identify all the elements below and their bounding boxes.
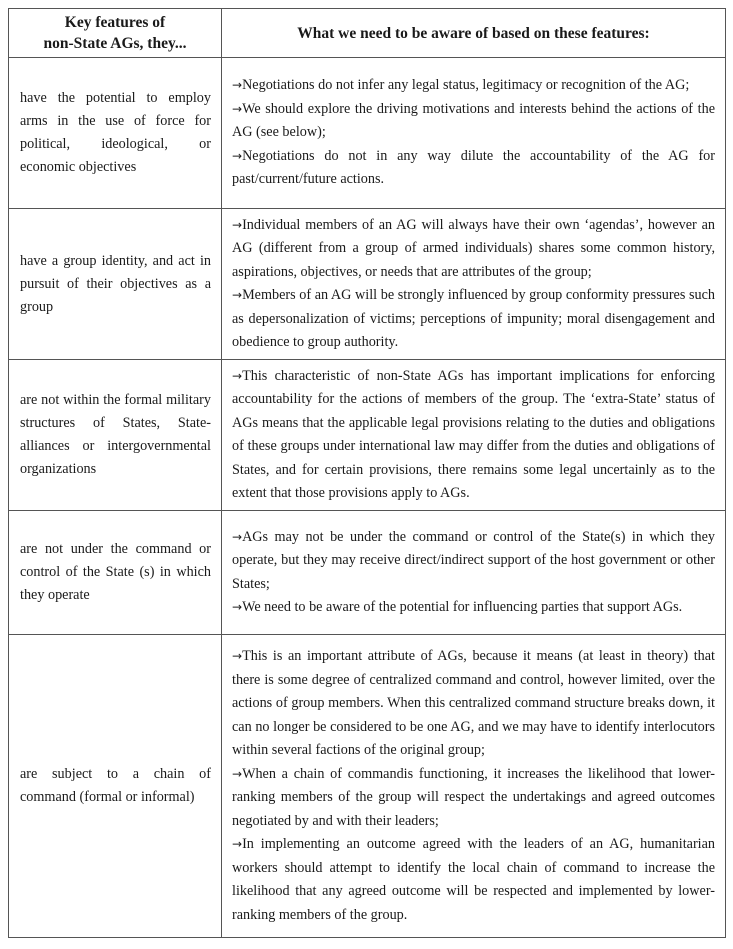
arrow-icon: → (232, 78, 243, 93)
awareness-point (232, 214, 715, 285)
awareness-point-text: This characteristic of non-State AGs has important implications for enforcing accountability for the actions of members of the group. The ‘extra-State’ status of AGs means that the applicable legal provisions relating to the duties and obligations of these groups under international law may differ from the duties and obligations of States, and for certain provisions, there remains some legal uncertainly as to the extent that those provisions apply to AGs. (232, 367, 715, 501)
awareness-point-text: We need to be aware of the potential for influencing parties that support AGs. (242, 599, 683, 615)
arrow-icon: → (232, 529, 243, 544)
awareness-point-text: Negotiations do not in any way dilute the accountability of the AG for past/current/future actions. (232, 147, 715, 188)
arrow-icon: → (232, 101, 243, 116)
table-row (9, 635, 726, 938)
arrow-icon: → (232, 288, 243, 302)
awareness-point (232, 284, 715, 355)
arrow-icon: → (232, 837, 243, 851)
feature-cell: are not within the formal military structures of States, State-alliances or intergovernmental organizations (9, 360, 222, 511)
awareness-point (232, 145, 715, 192)
awareness-point-text: AGs may not be under the command or control of the State(s) in which they operate, but they may receive direct/indirect support of the host government or other States; (232, 528, 715, 592)
arrow-icon: → (232, 600, 243, 614)
awareness-cell (222, 511, 726, 635)
awareness-point (232, 645, 715, 763)
awareness-point (232, 763, 715, 834)
awareness-point-text: We should explore the driving motivations and interests behind the actions of the AG (see below); (232, 100, 715, 141)
awareness-cell (222, 209, 726, 360)
table-row (9, 58, 726, 209)
header-key-features (9, 9, 222, 58)
awareness-point (232, 833, 715, 927)
awareness-point-text: Members of an AG will be strongly influenced by group conformity pressures such as depersonalization of victims; perceptions of impunity; moral disengagement and obedience to group authority. (232, 287, 715, 350)
awareness-cell (222, 360, 726, 511)
arrow-icon: → (232, 766, 243, 781)
arrow-icon: → (232, 368, 243, 383)
feature-cell: have a group identity, and act in pursuit of their objectives as a group (9, 209, 222, 360)
awareness-point (232, 365, 715, 506)
awareness-point-text: Individual members of an AG will always have their own ‘agendas’, however an AG (different from a group of armed individuals) shares some common history, aspirations, objectives, or needs that are attributes of the group; (232, 216, 715, 280)
awareness-point-text: This is an important attribute of AGs, because it means (at least in theory) that there is some degree of centralized command and control, however limited, over the actions of group members. When this centralized command structure breaks down, it can no longer be considered to be one AG, and we may have to identify interlocutors within several factions of the original group; (232, 648, 715, 758)
awareness-point (232, 526, 715, 597)
feature-cell: have the potential to employ arms in the use of force for political, ideological, or economic objectives (9, 58, 222, 209)
awareness-cell (222, 635, 726, 938)
feature-cell: are subject to a chain of command (formal or informal) (9, 635, 222, 938)
header-key-features-line2: non-State AGs, they... (43, 35, 187, 52)
feature-cell: are not under the command or control of the State (s) in which they operate (9, 511, 222, 635)
table-row (9, 511, 726, 635)
awareness-point-text: When a chain of commandis functioning, it increases the likelihood that lower-ranking members of the group will respect the undertakings and agreed outcomes negotiated by and with their leaders; (232, 765, 715, 829)
arrow-icon: → (232, 649, 243, 663)
awareness-cell (222, 58, 726, 209)
awareness-point-text: Negotiations do not infer any legal status, legitimacy or recognition of the AG; (242, 77, 690, 94)
features-table (8, 8, 726, 938)
awareness-point-text: In implementing an outcome agreed with the leaders of an AG, humanitarian workers should attempt to identify the local chain of command to increase the likelihood that any agreed outcome will be respected and implemented by lower-ranking members of the group. (232, 836, 715, 923)
header-key-features-line1: Key features of (64, 14, 166, 31)
table-row (9, 360, 726, 511)
awareness-point (232, 596, 715, 620)
header-awareness: What we need to be aware of based on these features: (222, 9, 726, 58)
awareness-point (232, 98, 715, 145)
header-row (9, 9, 726, 58)
arrow-icon: → (232, 148, 243, 163)
arrow-icon: → (232, 217, 243, 232)
awareness-point (232, 74, 715, 98)
table-row (9, 209, 726, 360)
